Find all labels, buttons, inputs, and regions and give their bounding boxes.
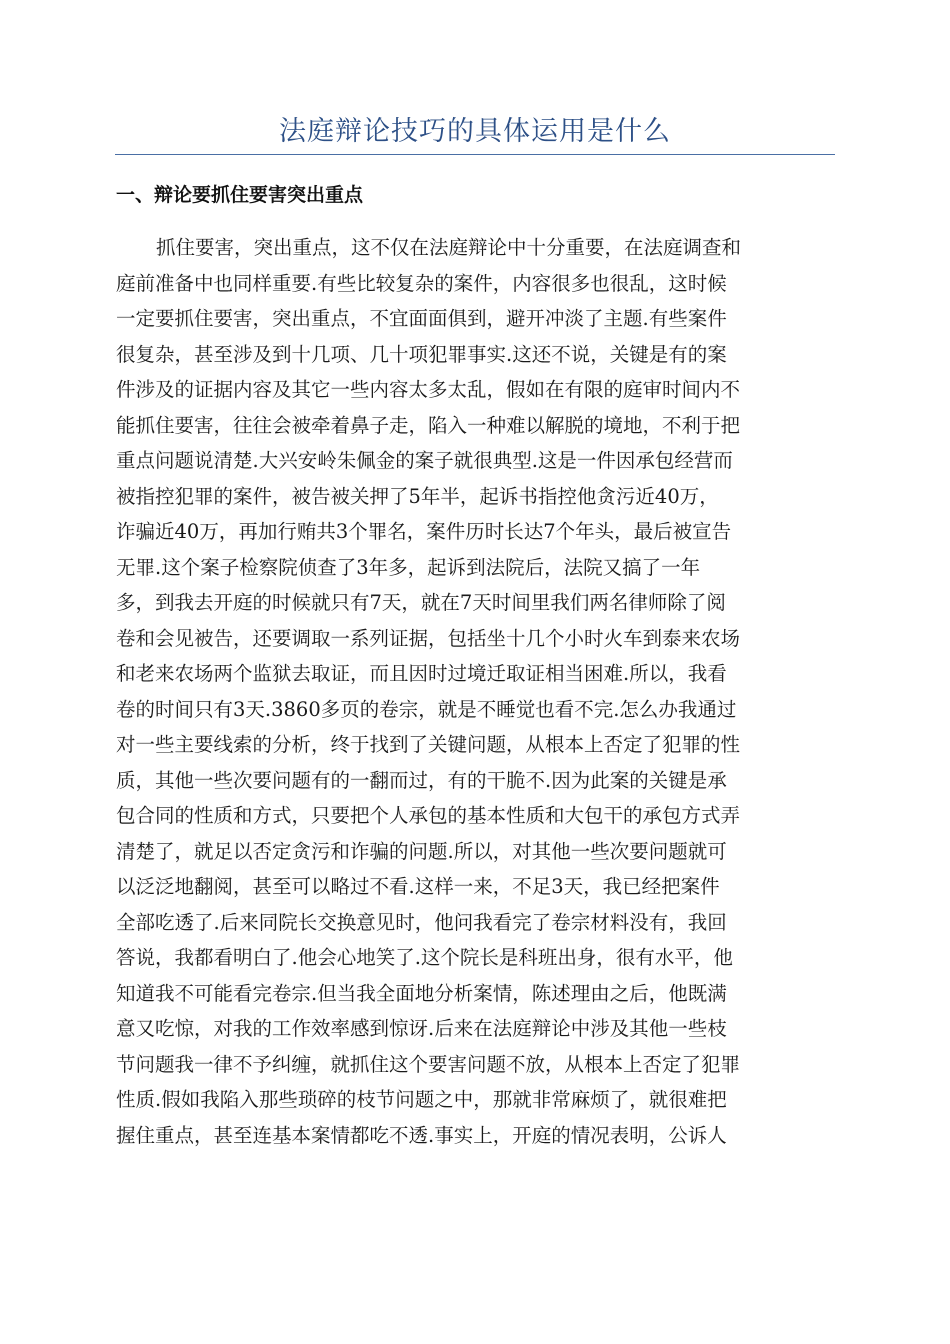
body-paragraph [116,230,836,1153]
paragraph-line: 重点问题说清楚.大兴安岭朱佩金的案子就很典型.这是一件因承包经营而 [116,449,733,472]
paragraph-line: 对一些主要线索的分析，终于找到了关键问题，从根本上否定了犯罪的性 [116,733,741,756]
paragraph-line: 包合同的性质和方式，只要把个人承包的基本性质和大包干的承包方式弄 [116,804,741,827]
paragraph-line: 卷的时间只有3天.3860多页的卷宗，就是不睡觉也看不完.怎么办我通过 [116,697,737,721]
paragraph-line: 和老来农场两个监狱去取证，而且因时过境迁取证相当困难.所以，我看 [116,662,727,685]
title-underline-rule [115,154,835,155]
paragraph-line: 庭前准备中也同样重要.有些比较复杂的案件，内容很多也很乱，这时候 [116,271,727,295]
section-heading: 一、辩论要抓住要害突出重点 [116,184,364,206]
paragraph-line: 质，其他一些次要问题有的一翻而过，有的干脆不.因为此案的关键是承 [116,768,727,792]
paragraph-line: 卷和会见被告，还要调取一系列证据，包括坐十几个小时火车到泰来农场 [116,626,741,650]
document-title: 法庭辩论技巧的具体运用是什么 [279,116,671,147]
paragraph-line: 诈骗近40万，再加行贿共3个罪名，案件历时长达7个年头，最后被宣告 [116,520,732,543]
paragraph-line: 答说，我都看明白了.他会心地笑了.这个院长是科班出身，很有水平，他 [116,946,733,969]
paragraph-line: 多，到我去开庭的时候就只有7天，就在7天时间里我们两名律师除了阅 [116,591,726,614]
paragraph-line: 清楚了，就足以否定贪污和诈骗的问题.所以，对其他一些次要问题就可 [116,839,727,863]
paragraph-line: 抓住要害，突出重点，这不仅在法庭辩论中十分重要，在法庭调查和 [156,236,742,259]
paragraph-line: 一定要抓住要害，突出重点，不宜面面俱到，避开冲淡了主题.有些案件 [116,307,727,330]
paragraph-line: 性质.假如我陷入那些琐碎的枝节问题之中，那就非常麻烦了，就很难把 [116,1088,727,1111]
paragraph-line: 握住重点，甚至连基本案情都吃不透.事实上，开庭的情况表明，公诉人 [116,1123,727,1147]
paragraph-line: 被指控犯罪的案件，被告被关押了5年半，起诉书指控他贪污近40万， [116,484,719,508]
paragraph-line: 意又吃惊，对我的工作效率感到惊讶.后来在法庭辩论中涉及其他一些枝 [116,1017,727,1040]
paragraph-line: 全部吃透了.后来同院长交换意见时，他问我看完了卷宗材料没有，我回 [116,910,727,934]
paragraph-line: 能抓住要害，往往会被牵着鼻子走，陷入一种难以解脱的境地，不利于把 [116,413,741,437]
paragraph-line: 节问题我一律不予纠缠，就抓住这个要害问题不放，从根本上否定了犯罪 [116,1052,741,1076]
paragraph-line: 以泛泛地翻阅，甚至可以略过不看.这样一来，不足3天，我已经把案件 [116,875,720,898]
paragraph-line: 很复杂，甚至涉及到十几项、几十项犯罪事实.这还不说，关键是有的案 [116,342,727,366]
paragraph-line: 件涉及的证据内容及其它一些内容太多太乱，假如在有限的庭审时间内不 [116,378,741,401]
paragraph-line: 无罪.这个案子检察院侦查了3年多，起诉到法院后，法院又搞了一年 [116,555,701,579]
paragraph-line: 知道我不可能看完卷宗.但当我全面地分析案情，陈述理由之后，他既满 [116,981,727,1005]
